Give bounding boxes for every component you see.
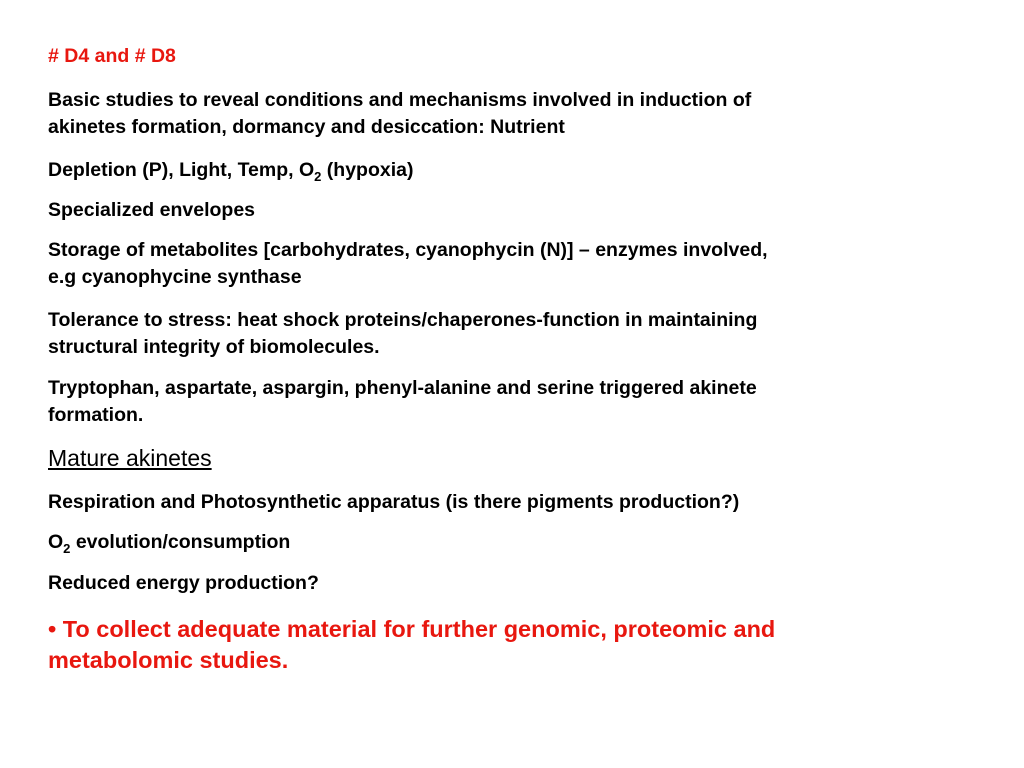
para-tryptophan-line2: formation. [48,404,144,426]
para-conditions-line1: Basic studies to reveal conditions and mechanisms involved in induction of [48,89,752,111]
para-depletion-text: Depletion (P), Light, Temp, O [48,159,315,181]
slide-heading: # D4 and # D8 [48,45,176,67]
para-storage-line1: Storage of metabolites [carbohydrates, cyanophycin (N)] – enzymes involved, [48,239,768,261]
para-conditions-line2: akinetes formation, dormancy and desiccation: Nutrient [48,116,565,138]
para-reduced-energy: Reduced energy production? [48,572,319,594]
bullet-text-line2: metabolomic studies. [48,647,289,673]
para-tryptophan-line1: Tryptophan, aspartate, aspargin, phenyl-alanine and serine triggered akinete [48,377,757,399]
mature-akinetes-heading: Mature akinetes [48,445,212,471]
para-depletion-subscript: 2 [314,169,322,184]
para-o2-evolution [48,528,290,556]
para-depletion [48,156,413,184]
bullet-text-line1: To collect adequate material for further genomic, proteomic and [56,616,776,642]
para-tolerance-line2: structural integrity of biomolecules. [48,336,380,358]
bullet-icon: • [48,616,57,642]
para-depletion-text-after: (hypoxia) [321,159,414,181]
para-o2-text-after: evolution/consumption [70,531,291,553]
para-respiration: Respiration and Photosynthetic apparatus (is there pigments production?) [48,491,740,513]
para-storage-line2: e.g cyanophycine synthase [48,266,302,288]
para-tolerance-line1: Tolerance to stress: heat shock proteins/chaperones-function in maintaining [48,309,758,331]
para-o2-subscript: 2 [63,541,71,556]
bullet-line1 [48,613,775,645]
para-envelopes: Specialized envelopes [48,199,256,221]
para-o2-text: O [48,531,64,553]
